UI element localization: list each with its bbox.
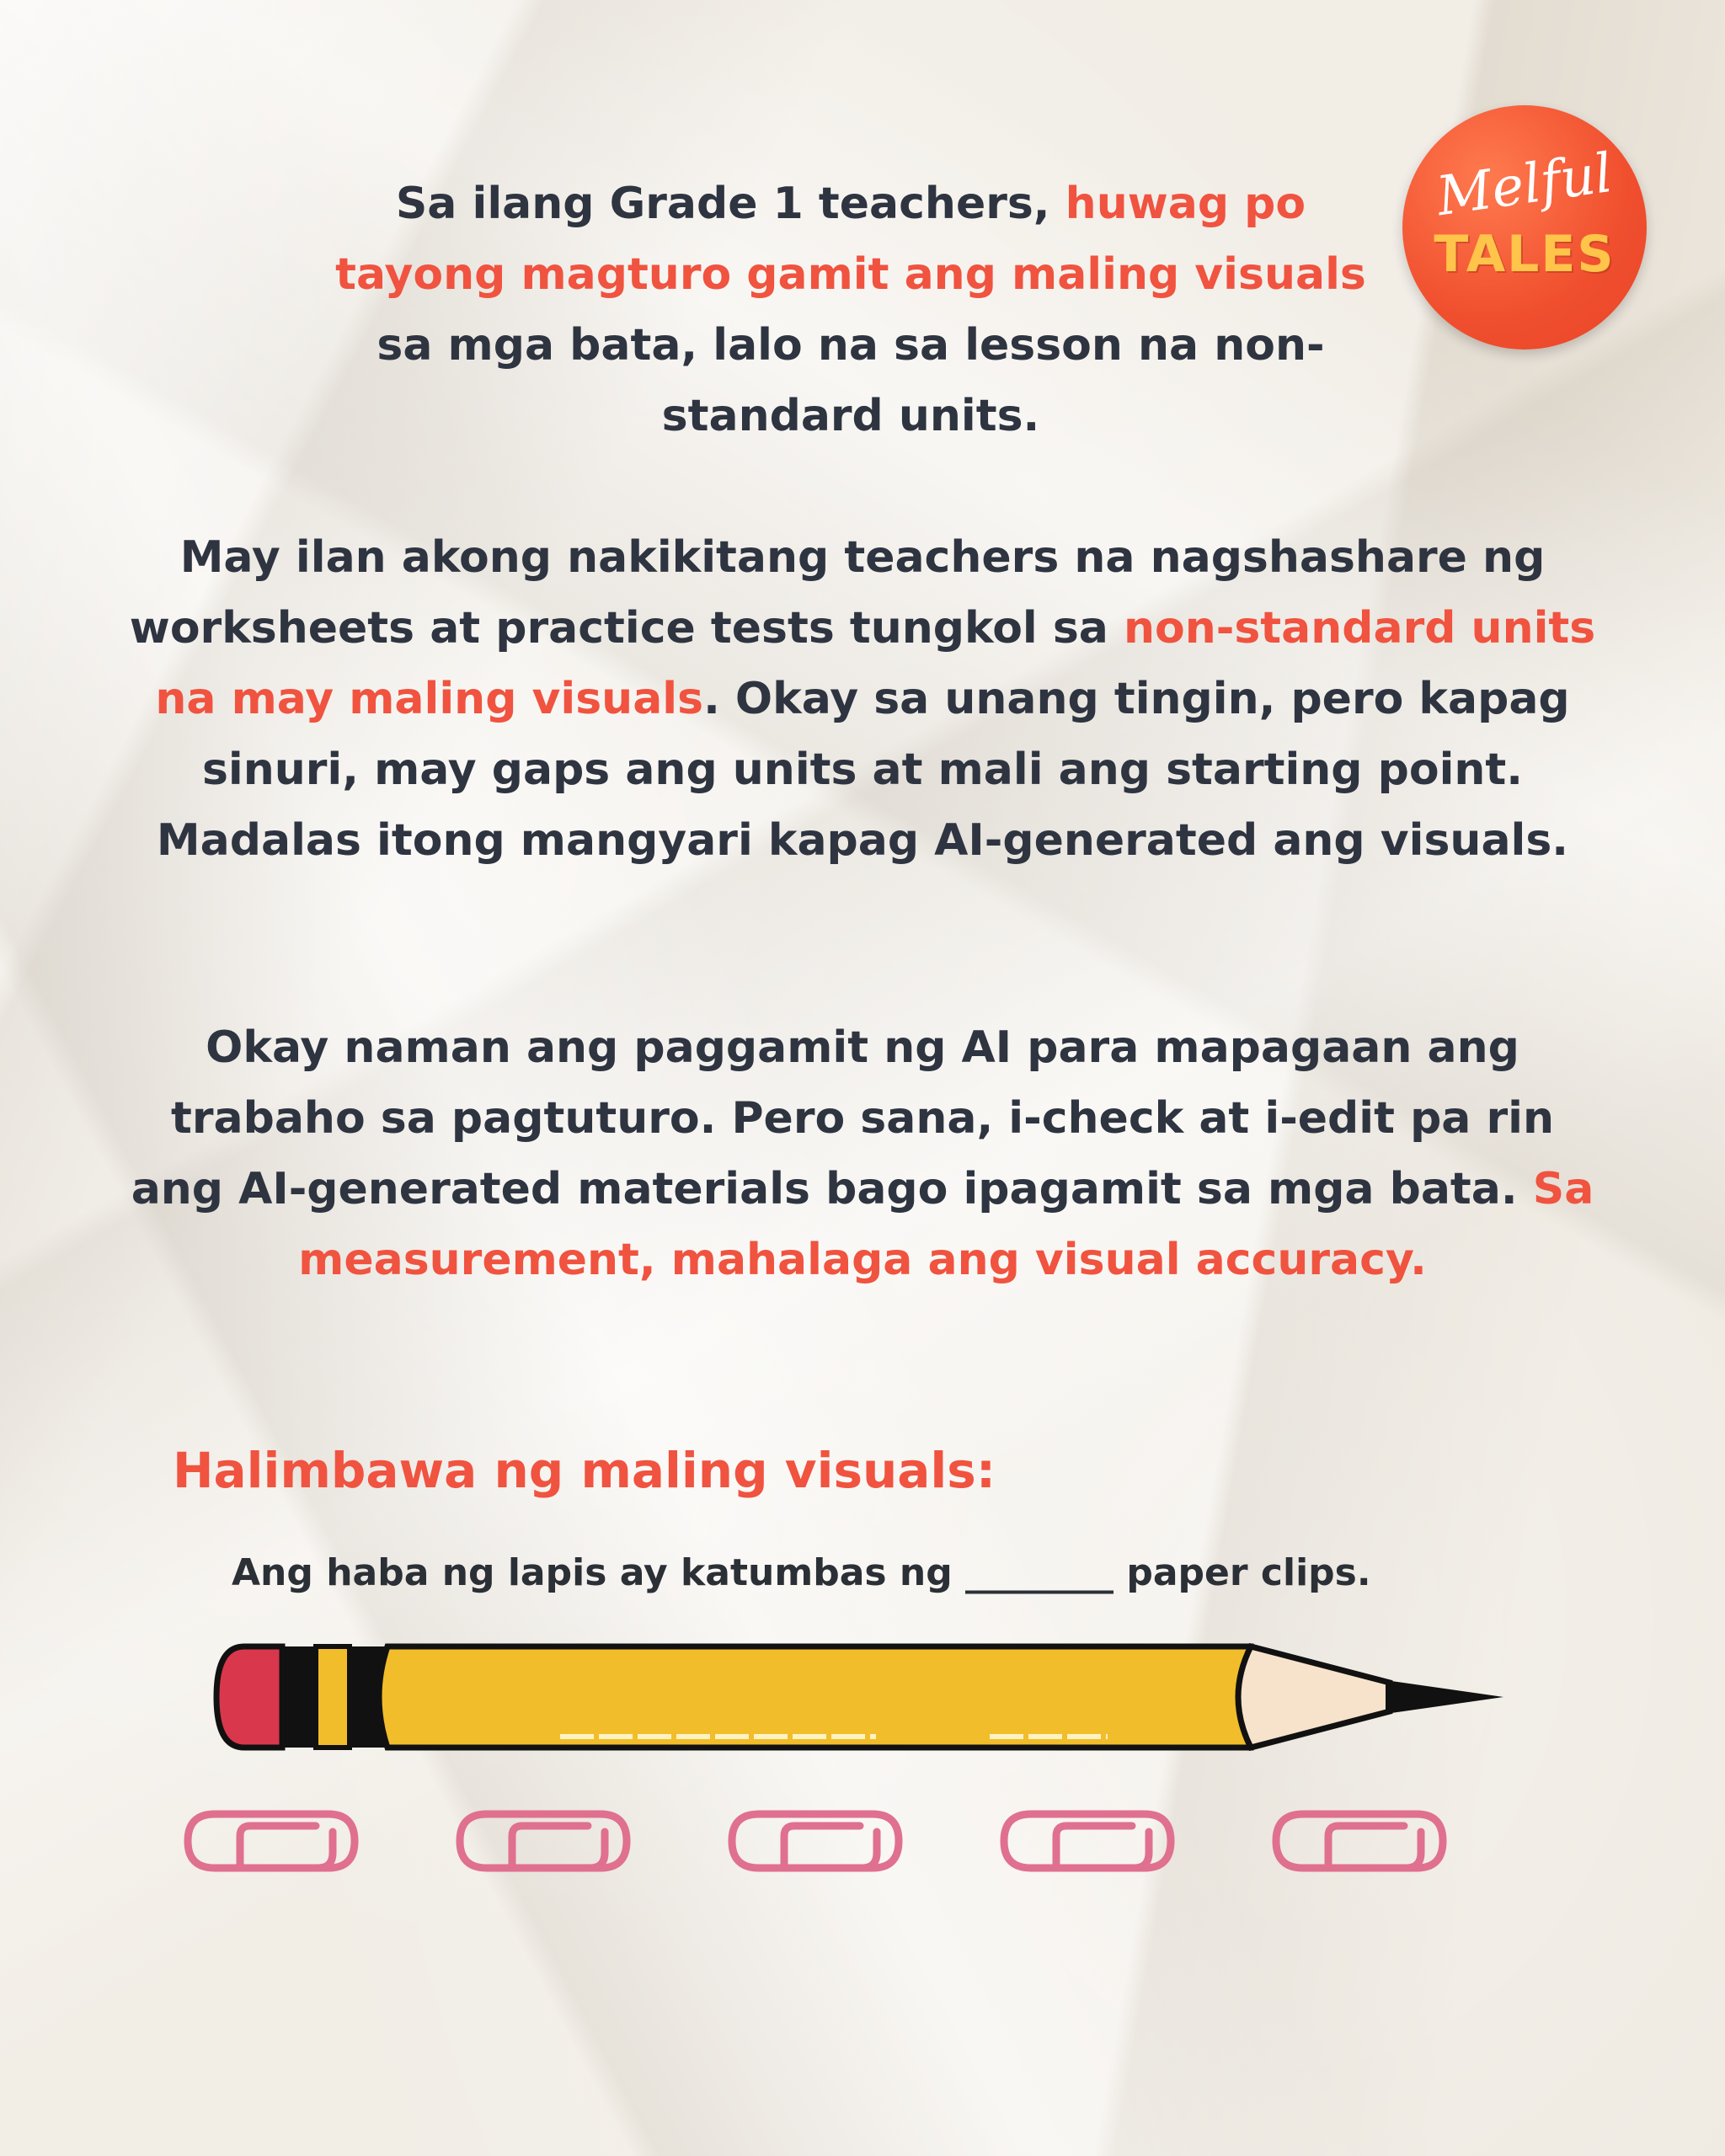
paper-clip-icon — [460, 1814, 627, 1868]
intro-text-start: Sa ilang Grade 1 teachers, — [395, 179, 1065, 229]
pencil-icon — [216, 1646, 1503, 1748]
advice-text-start: Okay naman ang paggamit ng AI para mapagaan ang trabaho sa pagtuturo. Pero sana, i-check at i-edit pa rin ang AI-generated materials bago ipagamit sa mga bata. — [131, 1022, 1554, 1214]
observation-paragraph — [126, 522, 1599, 876]
pencil-illustration — [206, 1634, 1512, 1760]
pencil-eraser — [216, 1646, 282, 1748]
intro-highlight: huwag po tayong magturo gamit ang maling visuals — [335, 179, 1366, 300]
pencil-body — [379, 1646, 1251, 1748]
logo-bold-text: TALES — [1434, 225, 1616, 284]
example-heading: Halimbawa ng maling visuals: — [173, 1442, 996, 1499]
melful-tales-logo — [1402, 105, 1647, 350]
intro-text-end: sa mga bata, lalo na sa lesson na non-standard units. — [377, 320, 1325, 441]
observation-highlight: non-standard units na may maling visuals — [155, 603, 1596, 724]
paper-clip-icon — [732, 1814, 899, 1868]
pencil-band-light — [316, 1646, 350, 1748]
paper-clip-icon — [1276, 1814, 1443, 1868]
example-question: Ang haba ng lapis ay katumbas ng ________ paper clips. — [232, 1551, 1371, 1594]
paper-clip-icon — [1004, 1814, 1171, 1868]
intro-paragraph — [303, 168, 1398, 451]
observation-text-end: . Okay sa unang tingin, pero kapag sinuri, may gaps ang units at mali ang starting point. Madalas itong mangyari kapag AI-generated ang visuals. — [156, 674, 1570, 866]
paper-clip-icon — [188, 1814, 355, 1868]
pencil-lead — [1386, 1680, 1503, 1714]
paper-clips-row — [181, 1802, 1478, 1878]
observation-text-start: May ilan akong nakikitang teachers na nagshashare ng worksheets at practice tests tungkol sa — [129, 532, 1546, 654]
pencil-band-dark-1 — [282, 1646, 316, 1748]
advice-highlight: Sa measurement, mahalaga ang visual accuracy. — [298, 1164, 1594, 1285]
advice-paragraph — [126, 1012, 1599, 1295]
logo-script-text: Melful — [1433, 141, 1616, 229]
pencil-wood-tip — [1238, 1646, 1390, 1748]
